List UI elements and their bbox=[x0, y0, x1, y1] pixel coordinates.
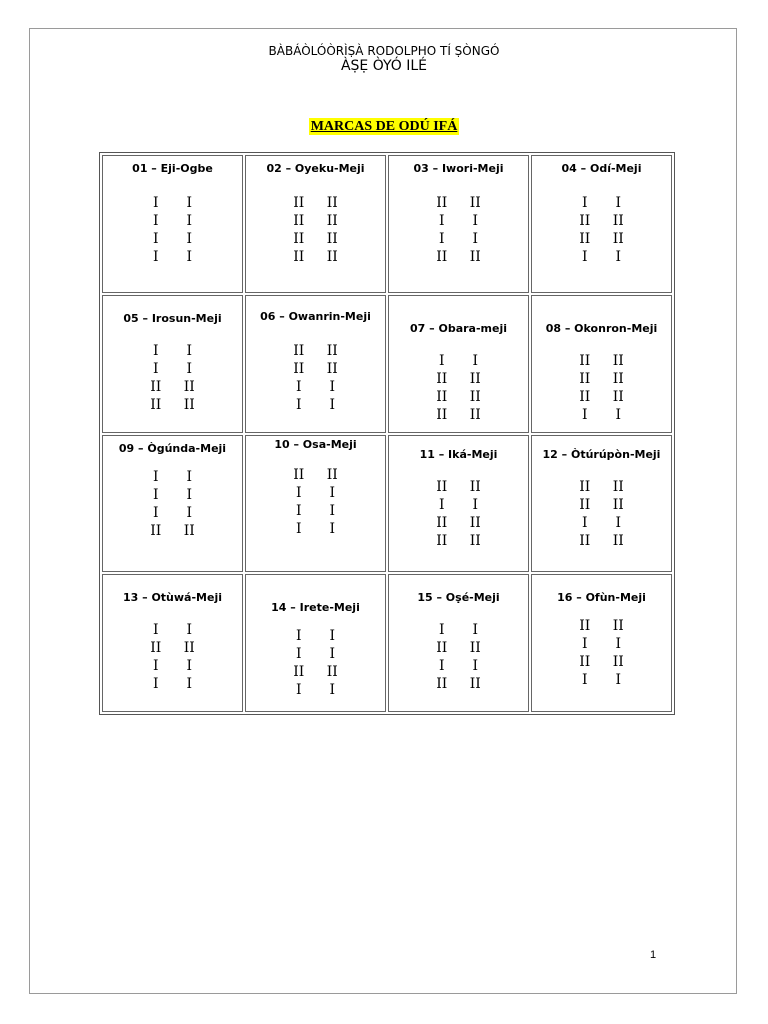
odu-mark: II bbox=[579, 370, 591, 387]
odu-mark: II bbox=[293, 342, 305, 359]
odu-name: 11 – Iká-Meji bbox=[419, 447, 498, 461]
odu-marks bbox=[246, 466, 385, 538]
odu-mark: I bbox=[581, 514, 588, 531]
odu-mark: I bbox=[186, 504, 193, 521]
odu-marks bbox=[389, 621, 528, 693]
odu-mark: I bbox=[152, 249, 159, 265]
odu-name: 13 – Otùwá-Meji bbox=[122, 591, 222, 605]
odu-mark: I bbox=[615, 195, 622, 211]
odu-mark: II bbox=[326, 360, 338, 377]
odu-mark: II bbox=[326, 195, 338, 211]
odu-mark: I bbox=[329, 484, 336, 501]
odu-mark: I bbox=[295, 628, 302, 645]
odu-name: 07 – Obara-meji bbox=[410, 321, 507, 335]
odu-mark: II bbox=[579, 213, 591, 229]
odu-mark: I bbox=[295, 396, 302, 413]
odu-mark: II bbox=[469, 195, 481, 211]
odu-name: 09 – Ògúnda-Meji bbox=[118, 441, 227, 455]
odu-cell bbox=[245, 155, 386, 293]
odu-mark: I bbox=[186, 360, 193, 377]
odu-name: 04 – Odí-Meji bbox=[561, 162, 642, 175]
odu-mark: II bbox=[326, 213, 338, 229]
odu-mark: II bbox=[612, 618, 624, 635]
odu-cell bbox=[102, 155, 243, 293]
odu-cell bbox=[531, 435, 672, 573]
odu-mark: I bbox=[438, 352, 445, 369]
odu-marks-table bbox=[99, 152, 675, 715]
odu-name: 15 – Oṣé-Meji bbox=[417, 591, 500, 605]
odu-mark: II bbox=[469, 514, 481, 531]
odu-mark: I bbox=[152, 486, 159, 503]
odu-mark: I bbox=[152, 622, 159, 639]
odu-mark: II bbox=[579, 532, 591, 549]
odu-name: 01 – Eji-Ogbe bbox=[132, 162, 213, 175]
odu-mark: II bbox=[326, 664, 338, 681]
odu-mark: II bbox=[436, 195, 448, 211]
odu-name: 02 – Oyeku-Meji bbox=[266, 162, 365, 175]
odu-mark: I bbox=[615, 406, 622, 423]
odu-mark: I bbox=[295, 502, 302, 519]
odu-mark: II bbox=[436, 640, 448, 657]
odu-mark: II bbox=[183, 640, 195, 657]
odu-mark: I bbox=[152, 231, 159, 247]
odu-mark: II bbox=[436, 249, 448, 265]
odu-marks bbox=[532, 352, 671, 424]
odu-mark: II bbox=[293, 466, 305, 483]
odu-mark: II bbox=[469, 370, 481, 387]
odu-mark: I bbox=[438, 213, 445, 229]
odu-mark: II bbox=[612, 388, 624, 405]
odu-cell bbox=[531, 155, 672, 293]
odu-cell bbox=[531, 574, 672, 712]
odu-mark: I bbox=[186, 486, 193, 503]
odu-mark: I bbox=[152, 658, 159, 675]
odu-marks bbox=[103, 468, 242, 540]
odu-mark: I bbox=[186, 468, 193, 485]
odu-mark: I bbox=[329, 682, 336, 699]
odu-mark: II bbox=[469, 406, 481, 423]
odu-marks bbox=[103, 342, 242, 414]
odu-mark: I bbox=[581, 195, 588, 211]
odu-cell bbox=[388, 295, 529, 433]
odu-cell bbox=[388, 155, 529, 293]
odu-mark: I bbox=[295, 378, 302, 395]
odu-mark: I bbox=[615, 672, 622, 689]
odu-mark: I bbox=[472, 231, 479, 247]
odu-mark: II bbox=[612, 532, 624, 549]
odu-cell bbox=[388, 574, 529, 712]
document-title bbox=[0, 117, 768, 135]
odu-mark: I bbox=[152, 342, 159, 359]
odu-cell bbox=[531, 295, 672, 433]
odu-mark: II bbox=[150, 522, 162, 539]
odu-mark: I bbox=[295, 646, 302, 663]
odu-mark: I bbox=[438, 622, 445, 639]
odu-marks bbox=[246, 194, 385, 266]
odu-cell bbox=[102, 574, 243, 712]
odu-name: 16 – Ofùn-Meji bbox=[557, 591, 646, 605]
odu-mark: I bbox=[295, 682, 302, 699]
odu-marks bbox=[532, 478, 671, 550]
odu-marks bbox=[103, 194, 242, 266]
odu-cell bbox=[102, 435, 243, 573]
odu-mark: I bbox=[152, 360, 159, 377]
odu-mark: I bbox=[472, 496, 479, 513]
odu-mark: I bbox=[615, 249, 622, 265]
odu-mark: II bbox=[469, 249, 481, 265]
odu-marks bbox=[532, 617, 671, 689]
odu-cell bbox=[245, 435, 386, 573]
odu-mark: II bbox=[436, 406, 448, 423]
odu-marks bbox=[246, 342, 385, 414]
odu-cell bbox=[245, 574, 386, 712]
odu-mark: I bbox=[329, 628, 336, 645]
odu-mark: I bbox=[615, 514, 622, 531]
odu-mark: II bbox=[293, 213, 305, 229]
odu-mark: II bbox=[150, 378, 162, 395]
odu-mark: I bbox=[295, 484, 302, 501]
odu-mark: I bbox=[329, 378, 336, 395]
odu-name: 08 – Okonron-Meji bbox=[545, 321, 658, 335]
odu-mark: I bbox=[329, 396, 336, 413]
odu-mark: II bbox=[436, 388, 448, 405]
odu-mark: I bbox=[186, 195, 193, 211]
odu-mark: I bbox=[186, 676, 193, 693]
odu-mark: II bbox=[579, 388, 591, 405]
odu-marks bbox=[103, 621, 242, 693]
odu-mark: I bbox=[438, 231, 445, 247]
odu-mark: II bbox=[579, 231, 591, 247]
odu-name: 10 – Osa-Meji bbox=[274, 437, 357, 451]
odu-mark: II bbox=[579, 352, 591, 369]
odu-cell bbox=[245, 295, 386, 433]
odu-mark: II bbox=[436, 532, 448, 549]
odu-mark: II bbox=[612, 352, 624, 369]
odu-mark: I bbox=[186, 213, 193, 229]
odu-mark: II bbox=[579, 654, 591, 671]
odu-mark: II bbox=[326, 342, 338, 359]
odu-mark: II bbox=[436, 676, 448, 693]
odu-mark: I bbox=[438, 496, 445, 513]
odu-name: 14 – Irete-Meji bbox=[271, 601, 360, 615]
odu-mark: I bbox=[186, 622, 193, 639]
odu-mark: II bbox=[326, 231, 338, 247]
odu-mark: II bbox=[612, 231, 624, 247]
odu-mark: I bbox=[186, 231, 193, 247]
odu-mark: I bbox=[581, 249, 588, 265]
odu-mark: I bbox=[329, 646, 336, 663]
odu-mark: II bbox=[436, 514, 448, 531]
odu-mark: I bbox=[472, 622, 479, 639]
page-number: 1 bbox=[650, 949, 657, 961]
odu-mark: II bbox=[326, 466, 338, 483]
odu-mark: II bbox=[183, 378, 195, 395]
header-line-2: ÀṢẸ ÒYÓ ILÉ bbox=[340, 58, 428, 74]
odu-mark: I bbox=[581, 672, 588, 689]
odu-mark: II bbox=[612, 370, 624, 387]
header-line-1: BÀBÁÒLÓÒRÌṢÀ RODOLPHO TÍ ṢÒNGÓ bbox=[268, 44, 500, 58]
odu-mark: I bbox=[186, 658, 193, 675]
odu-mark: II bbox=[612, 213, 624, 229]
odu-cell bbox=[102, 295, 243, 433]
odu-marks bbox=[246, 627, 385, 699]
odu-name: 03 – Iwori-Meji bbox=[413, 162, 504, 175]
odu-mark: II bbox=[469, 676, 481, 693]
odu-mark: I bbox=[152, 676, 159, 693]
odu-mark: II bbox=[436, 370, 448, 387]
odu-mark: II bbox=[469, 478, 481, 495]
odu-mark: I bbox=[472, 352, 479, 369]
odu-mark: I bbox=[472, 213, 479, 229]
odu-mark: I bbox=[329, 502, 336, 519]
odu-mark: II bbox=[183, 396, 195, 413]
odu-mark: I bbox=[152, 213, 159, 229]
odu-mark: II bbox=[183, 522, 195, 539]
odu-marks bbox=[389, 352, 528, 424]
document-title-text: MARCAS DE ODÚ IFÁ bbox=[310, 119, 458, 134]
odu-mark: I bbox=[152, 468, 159, 485]
odu-mark: I bbox=[186, 342, 193, 359]
odu-mark: I bbox=[295, 520, 302, 537]
odu-mark: I bbox=[152, 195, 159, 211]
odu-mark: II bbox=[293, 360, 305, 377]
odu-marks bbox=[532, 194, 671, 266]
odu-mark: I bbox=[438, 658, 445, 675]
odu-mark: II bbox=[150, 396, 162, 413]
odu-mark: I bbox=[581, 406, 588, 423]
odu-mark: II bbox=[469, 388, 481, 405]
odu-mark: II bbox=[579, 478, 591, 495]
odu-mark: II bbox=[612, 654, 624, 671]
odu-mark: I bbox=[152, 504, 159, 521]
odu-mark: I bbox=[186, 249, 193, 265]
odu-mark: I bbox=[581, 636, 588, 653]
odu-mark: II bbox=[293, 249, 305, 265]
odu-name: 05 – Irosun-Meji bbox=[123, 311, 222, 325]
odu-mark: II bbox=[293, 195, 305, 211]
odu-name: 12 – Òtúrúpòn-Meji bbox=[542, 447, 661, 461]
odu-mark: II bbox=[579, 618, 591, 635]
odu-mark: II bbox=[293, 664, 305, 681]
odu-mark: I bbox=[615, 636, 622, 653]
odu-mark: II bbox=[293, 231, 305, 247]
odu-mark: I bbox=[472, 658, 479, 675]
odu-name: 06 – Owanrin-Meji bbox=[260, 309, 371, 323]
odu-cell bbox=[388, 435, 529, 573]
odu-mark: II bbox=[469, 532, 481, 549]
odu-mark: I bbox=[329, 520, 336, 537]
odu-mark: II bbox=[150, 640, 162, 657]
odu-mark: II bbox=[612, 496, 624, 513]
odu-mark: II bbox=[579, 496, 591, 513]
odu-mark: II bbox=[469, 640, 481, 657]
odu-mark: II bbox=[436, 478, 448, 495]
odu-mark: II bbox=[326, 249, 338, 265]
odu-mark: II bbox=[612, 478, 624, 495]
odu-marks bbox=[389, 194, 528, 266]
odu-marks bbox=[389, 478, 528, 550]
